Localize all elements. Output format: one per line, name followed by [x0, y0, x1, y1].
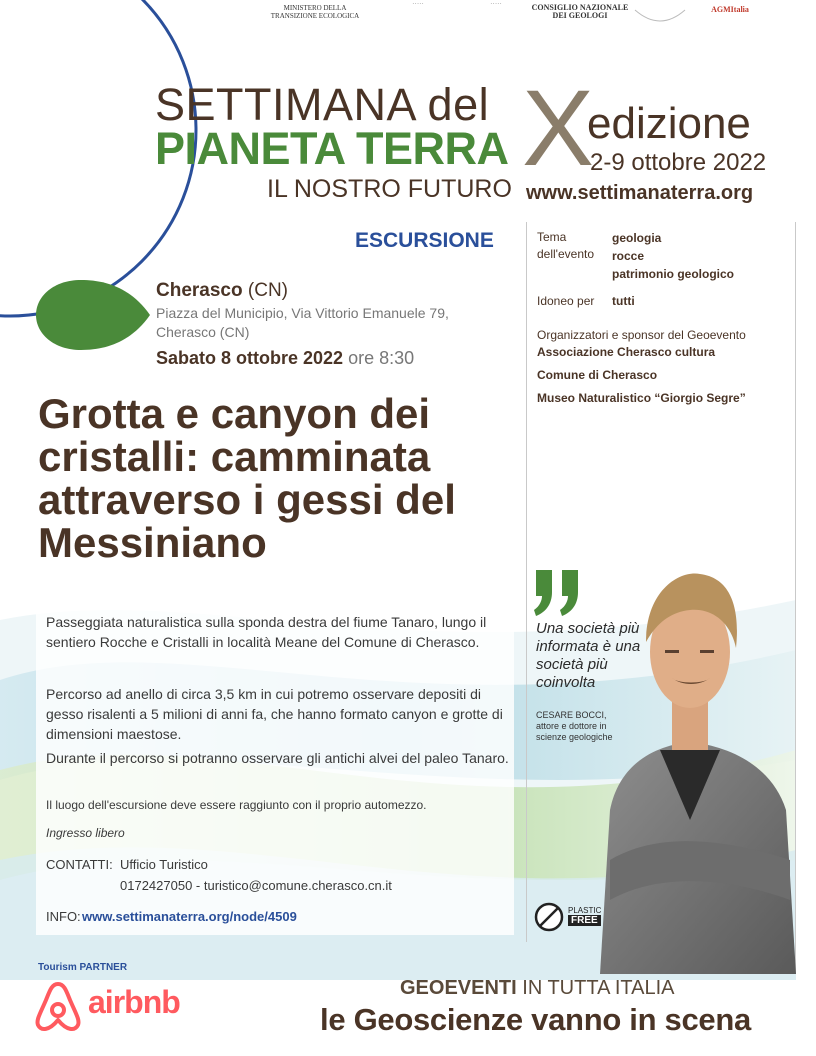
contacts-label: CONTATTI:: [46, 857, 113, 872]
contacts-line-2[interactable]: 0172427050 - turistico@comune.cherasco.cn.it: [120, 878, 392, 893]
event-date: [156, 347, 414, 369]
organizer-3: Museo Naturalistico “Giorgio Segre”: [537, 391, 746, 405]
contacts-line-1: Ufficio Turistico: [120, 857, 208, 872]
idoneo-value: tutti: [612, 294, 635, 308]
sponsor-logo-circle: [630, 2, 690, 22]
event-date-day: Sabato 8 ottobre 2022: [156, 348, 344, 368]
geoeventi-bold: GEOEVENTI: [400, 977, 517, 999]
info-label: INFO:: [46, 909, 81, 924]
title-pianeta-terra: PIANETA TERRA: [155, 123, 509, 174]
sponsor-logo-3: ·····: [490, 0, 502, 8]
event-type: ESCURSIONE: [355, 229, 494, 252]
title-nostro-futuro: IL NOSTRO FUTURO: [267, 175, 512, 203]
tema-value-1: geologia: [612, 231, 662, 245]
plastic-free-badge: [534, 902, 614, 932]
title-settimana: SETTIMANA del: [155, 79, 490, 130]
organizer-1: Associazione Cherasco cultura: [537, 345, 716, 359]
geoeventi-rest: IN TUTTA ITALIA: [522, 977, 675, 999]
no-plastic-icon: [534, 902, 564, 932]
column-divider: [526, 222, 527, 942]
tema-value-2: rocce: [612, 249, 645, 263]
airbnb-logo: [34, 978, 194, 1034]
ministry-logo-text: MINISTERO DELLA TRANSIZIONE ECOLOGICA: [270, 4, 360, 20]
quote-mark-icon: [534, 570, 582, 616]
quote-text: Una società più informata è una società più coinvolta: [536, 620, 641, 691]
city-name: Cherasco: [156, 280, 243, 301]
geoeventi-line: [400, 977, 675, 1000]
consiglio-logo-text: CONSIGLIO NAZIONALE DEI GEOLOGI: [531, 3, 629, 20]
event-time: ore 8:30: [348, 348, 415, 368]
desc-paragraph-1: Passeggiata naturalistica sulla sponda destra del fiume Tanaro, lungo il sentiero Rocche e Cristalli in località Meane del Comune di Cherasco.: [46, 614, 487, 650]
edition-word: edizione: [587, 99, 751, 148]
event-city: [156, 280, 288, 302]
leaf-icon: [36, 280, 150, 350]
airbnb-wordmark: airbnb: [88, 984, 180, 1020]
desc-entry: Ingresso libero: [46, 826, 125, 840]
quote-author: CESARE BOCCI, attore e dottore in scienze geologiche: [536, 710, 613, 742]
tema-value-3: patrimonio geologico: [612, 267, 734, 281]
description-box: [36, 603, 514, 935]
info-link[interactable]: www.settimanaterra.org/node/4509: [82, 909, 297, 924]
circle-logo-icon: [630, 2, 690, 22]
desc-paragraph-3: Durante il percorso si potranno osservare gli antichi alvei del paleo Tanaro.: [46, 750, 509, 766]
airbnb-icon: [34, 980, 82, 1032]
tema-label: Tema dell'evento: [537, 230, 594, 261]
website-link[interactable]: www.settimanaterra.org: [526, 182, 754, 204]
agm-logo-text: AGMItalia: [711, 5, 749, 14]
idoneo-label: Idoneo per: [537, 294, 595, 308]
event-title: Grotta e canyon dei cristalli: camminata attraverso i gessi del Messiniano: [38, 390, 456, 566]
event-address: Piazza del Municipio, Via Vittorio Emanuele 79, Cherasco (CN): [156, 305, 449, 340]
edition-x: X: [522, 67, 595, 188]
organizer-2: Comune di Cherasco: [537, 368, 658, 382]
free-word: FREE: [568, 915, 601, 926]
tourism-partner-label: Tourism PARTNER: [38, 962, 128, 973]
desc-note: Il luogo dell'escursione deve essere raggiunto con il proprio automezzo.: [46, 798, 427, 812]
footer-tagline: le Geoscienze vanno in scena: [320, 1002, 751, 1037]
desc-paragraph-2: Percorso ad anello di circa 3,5 km in cui potremo osservare depositi di gesso risalenti a 5 milioni di anni fa, che hanno formato canyon e grotte di dimensioni maestose.: [46, 686, 503, 742]
organizers-label: Organizzatori e sponsor del Geoevento: [537, 328, 746, 342]
sponsor-logos: [230, 0, 790, 28]
city-province: (CN): [247, 280, 288, 301]
edition-dates: 2-9 ottobre 2022: [590, 149, 767, 176]
plastic-word: PLASTIC: [568, 906, 602, 915]
sponsor-logo-2: ·····: [412, 0, 424, 8]
